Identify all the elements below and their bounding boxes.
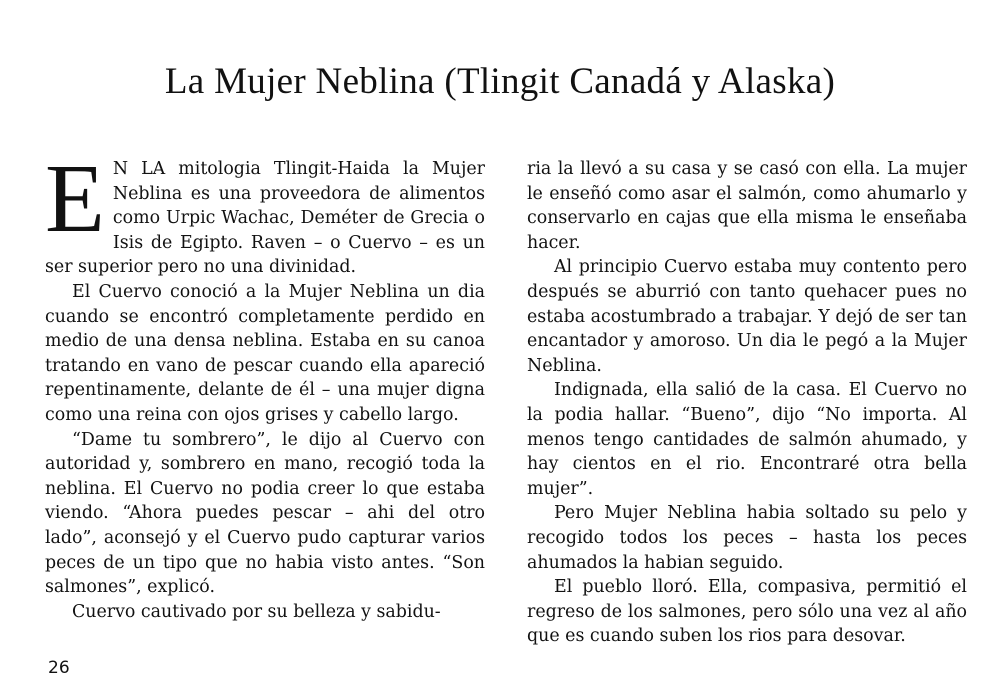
paragraph-5: Al principio Cuervo estaba muy contento pero después se aburrió con tanto quehacer pues no estaba acostumbrado a trabajar. Y dejó de ser tan encantador y amoroso. Un dia le pegó a la Mujer Neblina.: [527, 257, 967, 376]
paragraph-6: Indignada, ella salió de la casa. El Cuervo no la podia hallar. “Bueno”, dijo “No importa. Al menos tengo cantidades de salmón ahumado, y hay cientos en el rio. Encontraré otra bella mujer”.: [527, 380, 967, 499]
right-column: [527, 157, 967, 649]
drop-cap: E: [45, 145, 105, 253]
paragraph-1-text: N LA mitologia Tlingit-Haida la Mujer Neblina es una proveedora de alimentos como Urpic Wachac, Deméter de Grecia o Isis de Egipto. Raven – o Cuervo – es un ser superior pero no una divinidad.: [45, 159, 485, 278]
paragraph-3: “Dame tu sombrero”, le dijo al Cuervo con autoridad y, sombrero en mano, recogió toda la neblina. El Cuervo no podia creer lo que estaba viendo. “Ahora puedes pescar – ahi del otro lado”, aconsejó y el Cuervo pudo capturar varios peces de un tipo que no habia visto antes. “Son salmones”, explicó.: [45, 429, 485, 598]
paragraph-4-continued: ria la llevó a su casa y se casó con ella. La mujer le enseñó como asar el salmón, como ahumarlo y conservarlo en cajas que ella misma le enseñaba hacer.: [527, 159, 967, 253]
paragraph-8: El pueblo lloró. Ella, compasiva, permitió el regreso de los salmones, pero sólo una vez al año que es cuando suben los rios para desovar.: [527, 577, 967, 647]
page-title: La Mujer Neblina (Tlingit Canadá y Alaska): [164, 61, 836, 102]
left-column: [45, 145, 485, 624]
page-number: 26: [48, 658, 70, 678]
paragraph-7: Pero Mujer Neblina habia soltado su pelo y recogido todos los peces – hasta los peces ahumados la habian seguido.: [527, 503, 967, 573]
paragraph-1: [45, 145, 485, 280]
paragraph-4: Cuervo cautivado por su belleza y sabidu-: [72, 601, 441, 622]
paragraph-2: El Cuervo conoció a la Mujer Neblina un dia cuando se encontró completamente perdido en medio de una densa neblina. Estaba en su canoa tratando en vano de pescar cuando ella apareció repentinamente, delante de él – una mujer digna como una reina con ojos grises y cabello largo.: [45, 281, 485, 425]
